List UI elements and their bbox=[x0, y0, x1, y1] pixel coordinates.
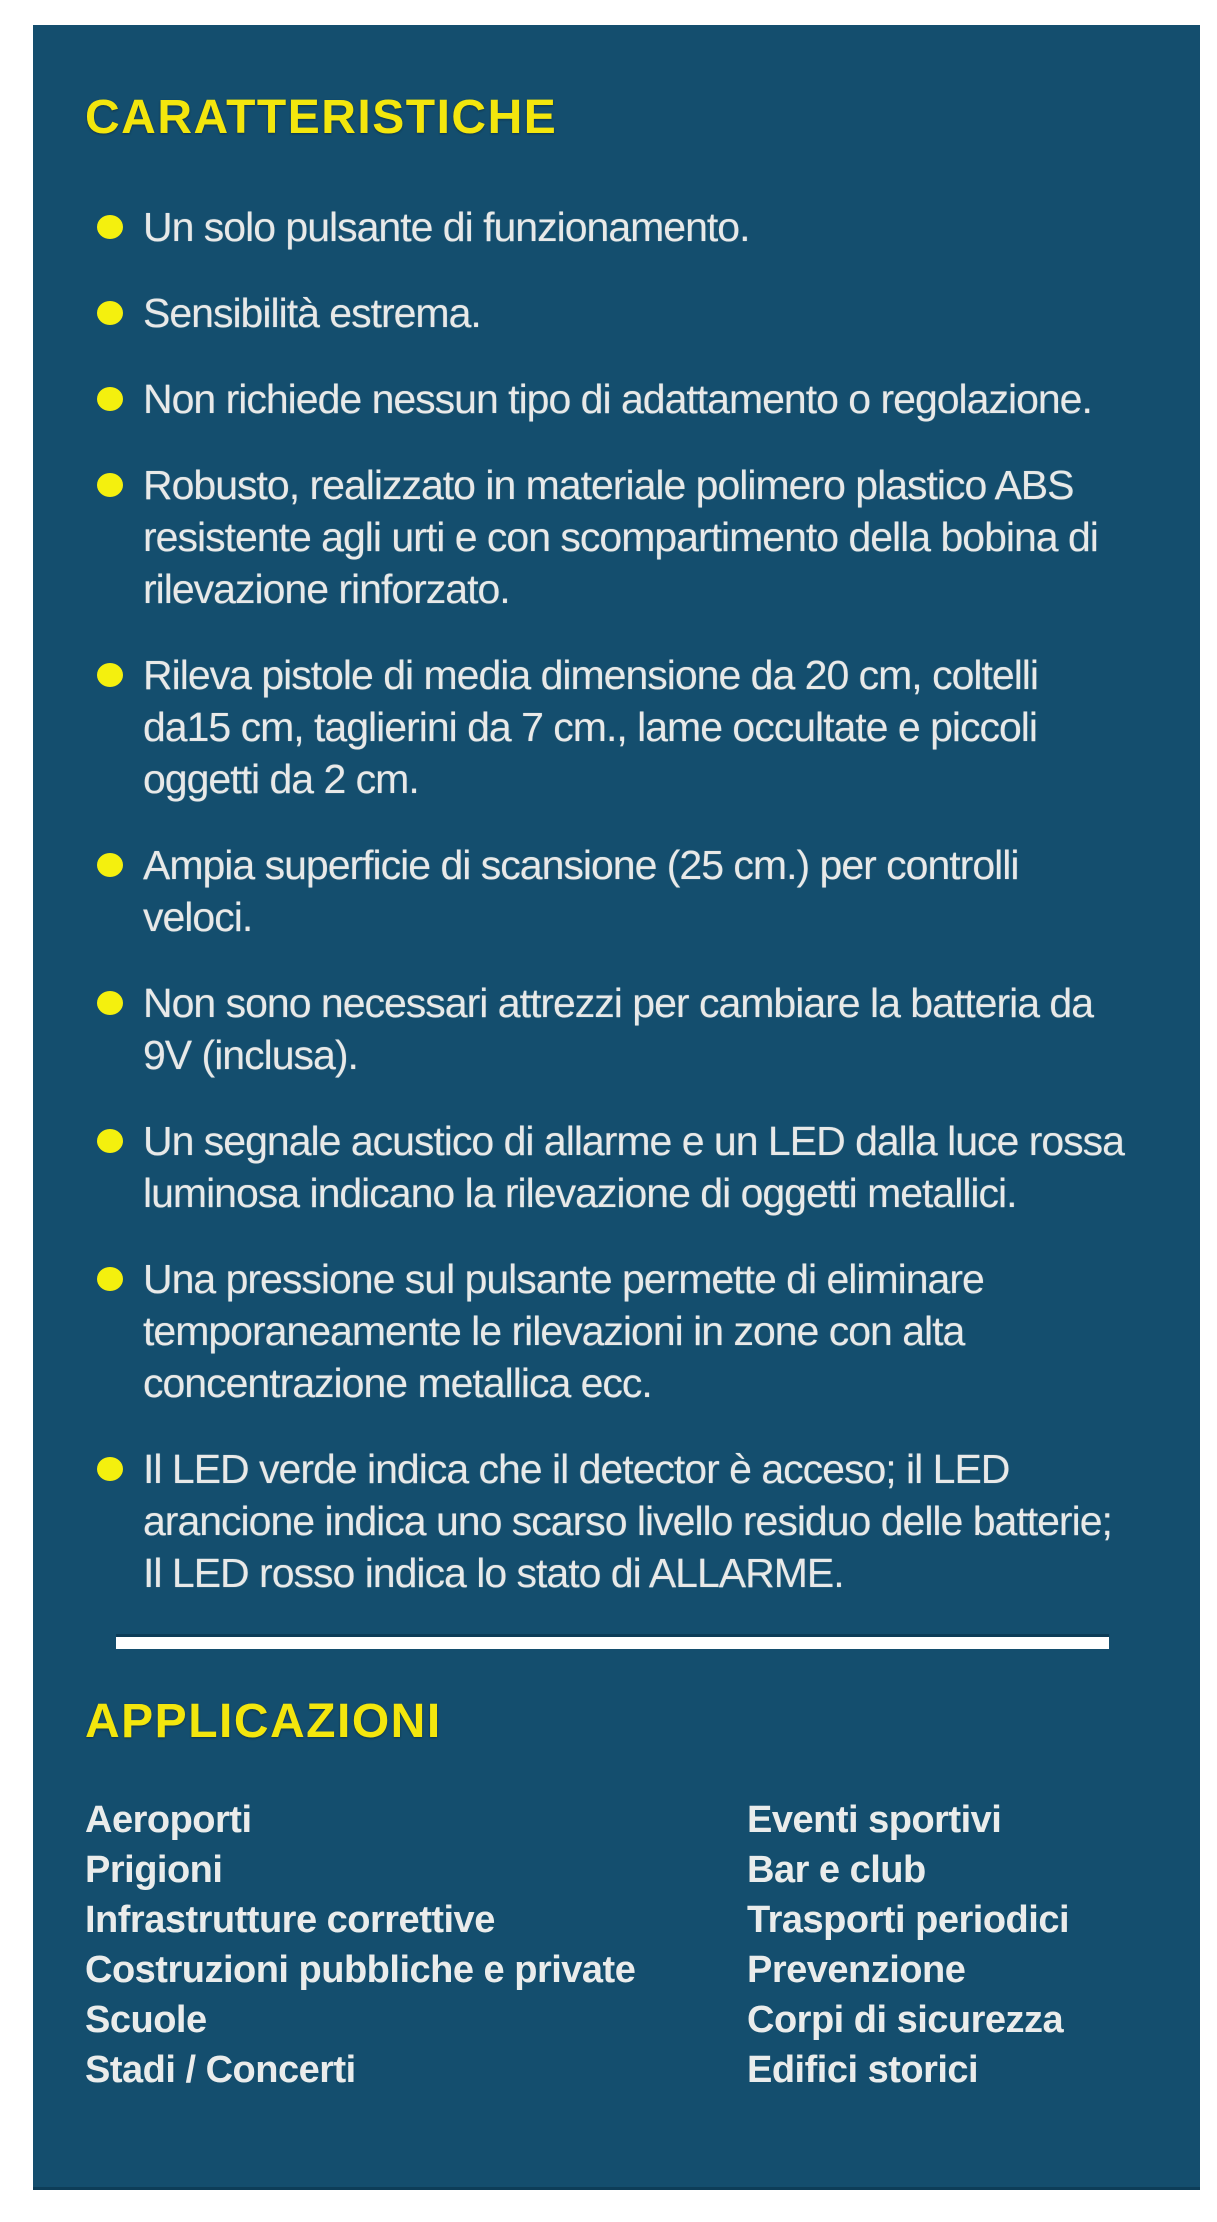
bullet-icon bbox=[97, 853, 123, 877]
feature-text: Sensibilità estrema. bbox=[143, 290, 481, 336]
application-item: Stadi / Concerti bbox=[85, 2049, 356, 2091]
bullet-icon bbox=[97, 1457, 123, 1481]
feature-text: Una pressione sul pulsante permette di eliminare temporaneamente le rilevazioni in zone con alta concentrazione metallica ecc. bbox=[143, 1256, 984, 1406]
features-section bbox=[85, 91, 1142, 1599]
bullet-icon bbox=[97, 1267, 123, 1291]
bullet-icon bbox=[97, 991, 123, 1015]
bullet-icon bbox=[97, 387, 123, 411]
bullet-icon bbox=[97, 473, 123, 497]
application-item: Costruzioni pubbliche e private bbox=[85, 1949, 636, 1991]
application-item: Prevenzione bbox=[747, 1949, 966, 1991]
application-item: Scuole bbox=[85, 1999, 207, 2041]
bullet-icon bbox=[97, 1129, 123, 1153]
content-panel bbox=[33, 25, 1200, 2190]
application-item: Aeroporti bbox=[85, 1799, 252, 1841]
feature-text: Rileva pistole di media dimensione da 20 cm, coltelli da15 cm, taglierini da 7 cm., lame occultate e piccoli oggetti da 2 cm. bbox=[143, 652, 1039, 802]
feature-item bbox=[97, 839, 1142, 943]
feature-item bbox=[97, 287, 1142, 339]
bullet-icon bbox=[97, 663, 123, 687]
features-title: CARATTERISTICHE bbox=[85, 91, 558, 144]
feature-text: Un segnale acustico di allarme e un LED dalla luce rossa luminosa indicano la rilevazione di oggetti metallici. bbox=[143, 1118, 1124, 1216]
feature-item bbox=[97, 459, 1142, 615]
feature-item bbox=[97, 1443, 1142, 1599]
feature-item bbox=[97, 1253, 1142, 1409]
application-item: Bar e club bbox=[747, 1849, 926, 1891]
feature-item bbox=[97, 977, 1142, 1081]
application-item: Trasporti periodici bbox=[747, 1899, 1070, 1941]
bullet-icon bbox=[97, 301, 123, 325]
application-item: Prigioni bbox=[85, 1849, 223, 1891]
feature-item bbox=[97, 201, 1142, 253]
feature-text: Robusto, realizzato in materiale polimero plastico ABS resistente agli urti e con scompartimento della bobina di rilevazione rinforzato. bbox=[143, 462, 1098, 612]
bullet-icon bbox=[97, 215, 123, 239]
feature-list bbox=[85, 201, 1142, 1599]
feature-text: Un solo pulsante di funzionamento. bbox=[143, 204, 750, 250]
feature-text: Non richiede nessun tipo di adattamento o regolazione. bbox=[143, 376, 1092, 422]
application-item: Infrastrutture correttive bbox=[85, 1899, 495, 1941]
application-item: Edifici storici bbox=[747, 2049, 979, 2091]
feature-text: Il LED verde indica che il detector è acceso; il LED arancione indica uno scarso livello residuo delle batterie; Il LED rosso indica lo stato di ALLARME. bbox=[143, 1446, 1112, 1596]
section-divider bbox=[116, 1637, 1109, 1649]
feature-text: Non sono necessari attrezzi per cambiare la batteria da 9V (inclusa). bbox=[143, 980, 1094, 1078]
applications-left-column bbox=[85, 1795, 747, 2095]
applications-right-column bbox=[747, 1795, 1142, 2095]
feature-text: Ampia superficie di scansione (25 cm.) per controlli veloci. bbox=[143, 842, 1019, 940]
applications-title: APPLICAZIONI bbox=[85, 1695, 442, 1748]
application-item: Eventi sportivi bbox=[747, 1799, 1002, 1841]
feature-item bbox=[97, 373, 1142, 425]
applications-columns bbox=[85, 1795, 1142, 2095]
feature-item bbox=[97, 649, 1142, 805]
application-item: Corpi di sicurezza bbox=[747, 1999, 1064, 2041]
applications-section bbox=[85, 1695, 1142, 2095]
feature-item bbox=[97, 1115, 1142, 1219]
